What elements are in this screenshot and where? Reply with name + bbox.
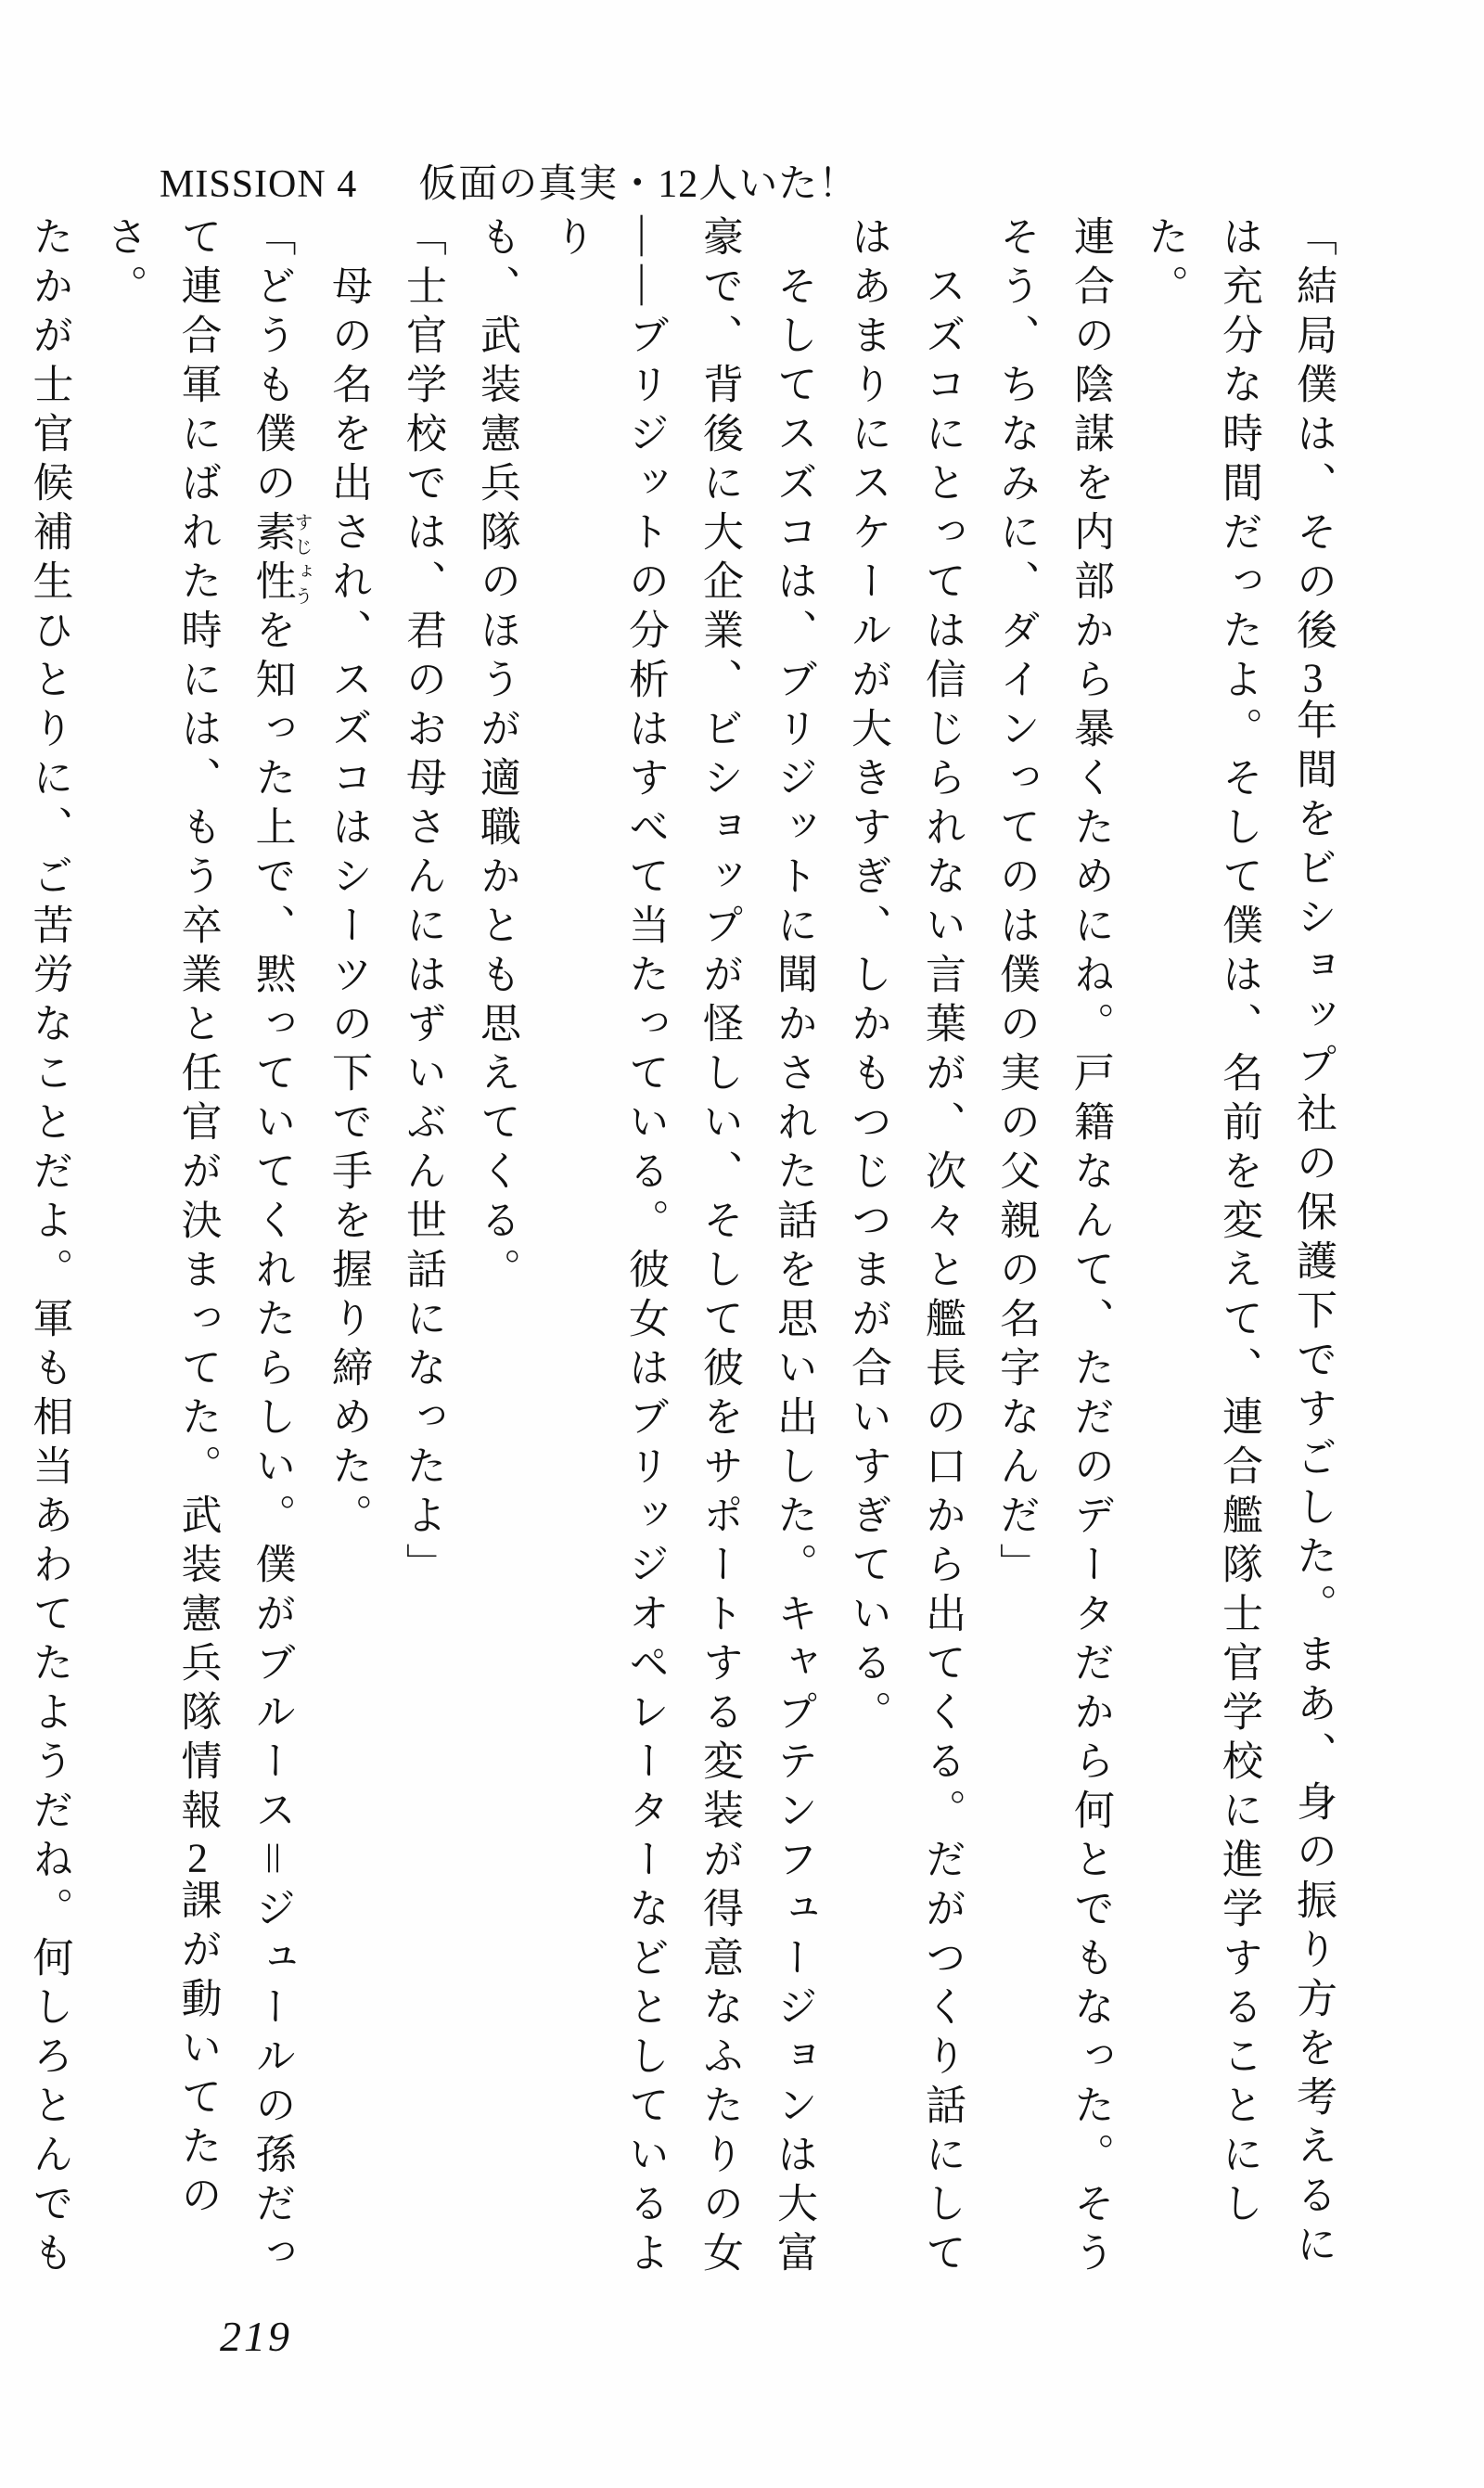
text-column-2: は充分な時間だったよ。そして僕は、名前を変えて、連合艦隊士官学校に進学することにした。 [1142, 215, 1261, 2231]
text-column-1: 「結局僕は、その後3年間をビショップ社の保護下ですごした。まあ、身の振り方を考えるに [1290, 215, 1336, 2272]
text-column-4: そう、ちなみに、ダインってのは僕の実の父親の名字なんだ」 [993, 215, 1039, 1592]
text-column-7: そしてスズコは、ブリジットに聞かされた話を思い出した。キャプテンフュージョンは大富 [771, 264, 816, 2280]
ruby-base: 素性すじょう [249, 510, 312, 609]
text-column-13: 「どうも僕の素性すじょうを知った上で、黙っていてくれたらしい。僕がブルース＝ジュールの孫だっ [249, 215, 312, 2280]
running-header-mission-label: MISSION 4 [160, 163, 358, 206]
running-header-chapter-title: 仮面の真実・12人いた！ [418, 163, 859, 206]
text-column-10: も、武装憲兵隊のほうが適職かとも思えてくる。 [474, 215, 519, 1297]
running-header [160, 165, 858, 204]
text-column-16 [0, 215, 12, 2293]
text-column-8: 豪で、背後に大企業、ビショップが怪しい、そして彼をサポートする変装が得意なふたりの女 [697, 215, 742, 2280]
text-column-12: 母の名を出され、スズコはシーツの下で手を握り締めた。 [326, 264, 371, 1543]
text-column-14: て連合軍にばれた時には、もう卒業と任官が決まってた。武装憲兵隊情報2課が動いてたのさ。 [100, 215, 221, 2223]
upright-digit: 2 [187, 1838, 208, 1879]
upright-digit: 3 [1302, 658, 1324, 699]
text-column-3: 連合の陰謀を内部から暴くためにね。戸籍なんて、ただのデータだから何とでもなった。そう [1068, 215, 1113, 2280]
text-column-11: 「士官学校では、君のお母さんにはずいぶん世話になったよ」 [400, 215, 445, 1592]
text-column-6: はあまりにスケールが大きすぎ、しかもつじつまが合いすぎている。 [845, 215, 890, 1739]
page-number: 219 [220, 2313, 292, 2360]
text-column-9: ――ブリジットの分析はすべて当たっている。彼女はブリッジオペレーターなどとしているより [548, 215, 668, 2280]
text-block [0, 215, 1350, 2293]
text-column-15: たかが士官候補生ひとりに、ご苦労なことだよ。軍も相当あわてたようだね。何しろとんでも [26, 215, 72, 2280]
text-column-5: スズコにとっては信じられない言葉が、次々と艦長の口から出てくる。だがつくり話にして [919, 264, 965, 2280]
furigana: すじょう [291, 510, 312, 609]
